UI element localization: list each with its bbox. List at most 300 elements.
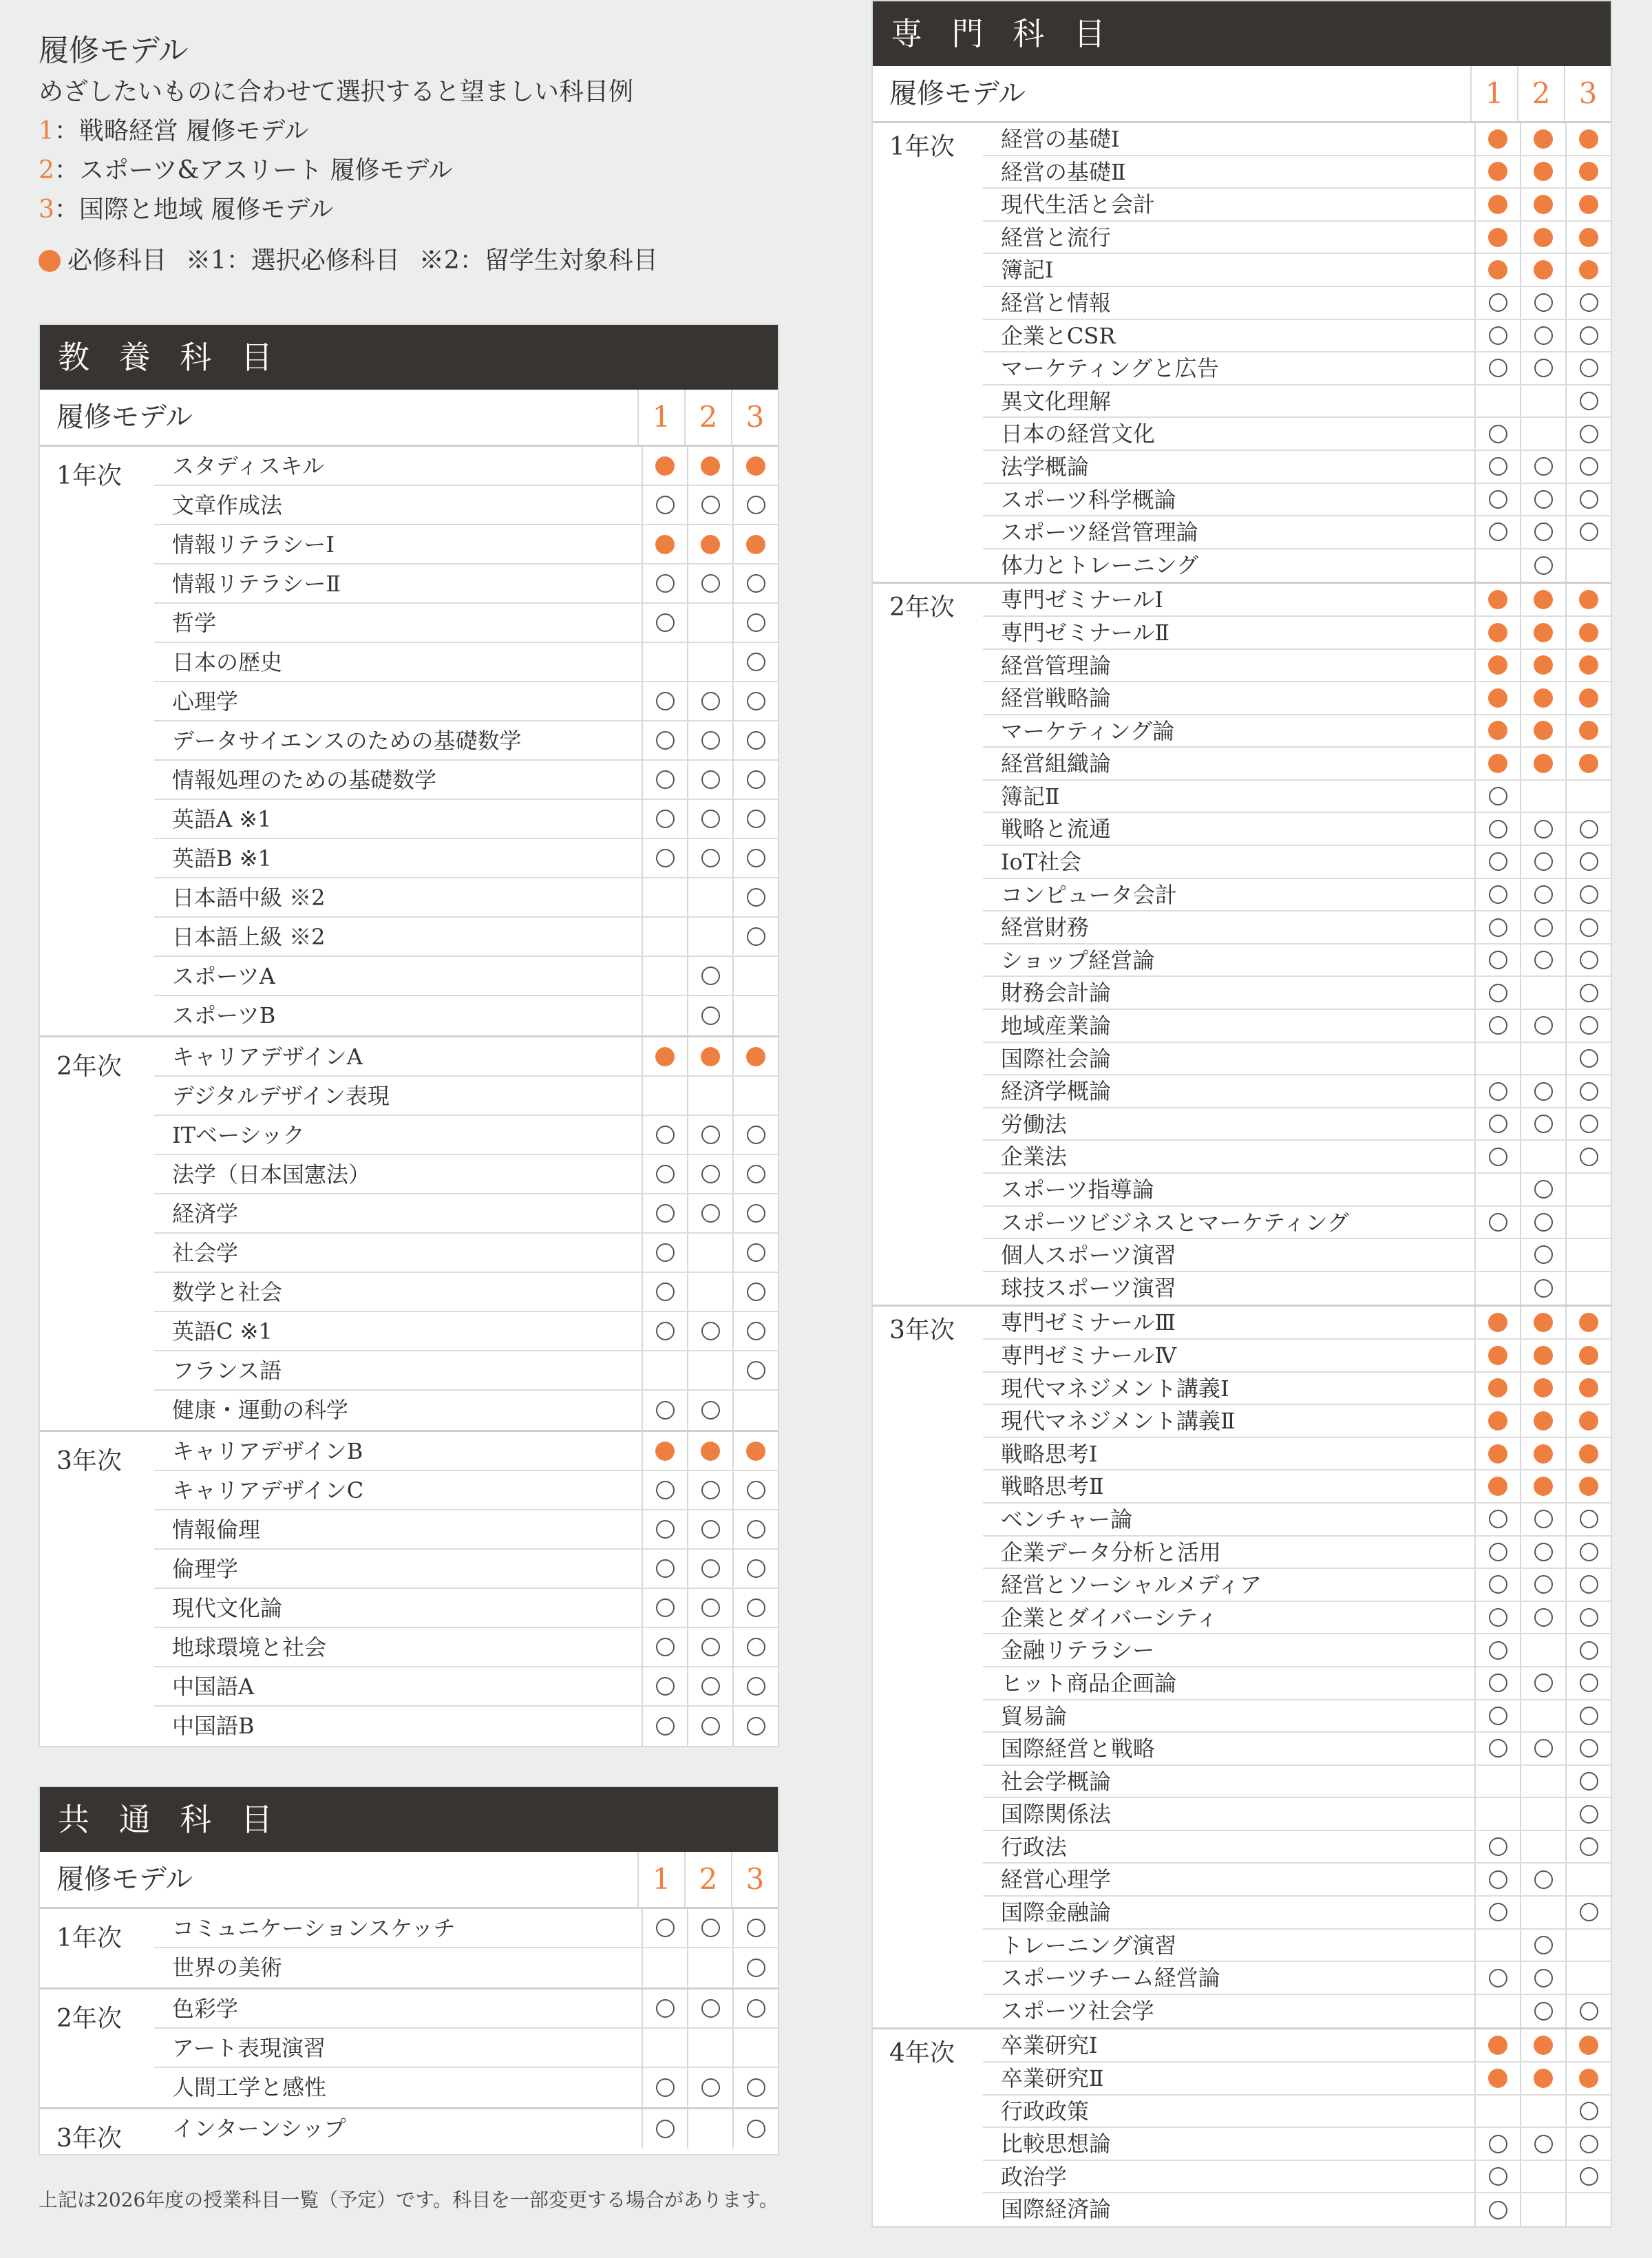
model-mark-cell [642,1037,687,1075]
recommended-circle-icon [747,1638,765,1656]
model-mark-cell [1520,1733,1565,1764]
recommended-circle-icon [701,770,720,789]
year-group [873,123,1611,584]
model-mark-cell [1474,320,1520,352]
subject-row [983,320,1611,353]
model-mark-cell [687,1194,732,1232]
required-dot-icon [1488,228,1507,247]
subject-name: キャリアデザインC [172,1477,364,1503]
recommended-circle-icon [1580,951,1598,969]
subject-list [154,1909,778,1987]
year-group [873,1307,1611,2029]
subject-row [983,945,1611,978]
subject-row [154,1471,778,1510]
model-mark-cell [1474,1897,1520,1928]
subject-row [983,781,1611,814]
subject-name: 情報リテラシーⅠ [172,531,335,558]
required-dot-icon [1534,590,1553,609]
recommended-circle-icon [747,692,765,710]
model-mark-cell [1565,1470,1611,1502]
recommended-circle-icon [656,1717,675,1735]
required-dot-icon [1488,721,1507,740]
model-mark-cell [1520,123,1565,155]
subject-row [154,1707,778,1746]
model-mark-cell [732,1351,778,1389]
model-number-header: 3 [1564,66,1611,121]
model-mark-cell [1474,1503,1520,1535]
subject-name: 英語C ※1 [172,1318,273,1344]
model-mark-cell [1520,484,1565,516]
recommended-circle-icon [747,1165,765,1183]
subject-name: デジタルデザイン表現 [172,1083,390,1109]
model-mark-cell [687,721,732,759]
recommended-circle-icon [1580,1543,1598,1561]
subject-row [983,386,1611,419]
model-mark-cell [687,1234,732,1272]
model-mark-cell [732,996,778,1035]
subject-row [154,1234,778,1273]
subject-name: 現代生活と会計 [1000,191,1155,218]
model-mark-cell [1565,2128,1611,2160]
subject-row [983,1602,1611,1635]
required-dot-icon [1534,655,1553,675]
recommended-circle-icon [1489,918,1507,937]
subject-list [154,447,778,1035]
subject-row [983,813,1611,846]
model-mark-cell [732,643,778,681]
subject-name: 日本語上級 ※2 [172,924,326,950]
recommended-circle-icon [1489,1641,1507,1660]
required-dot-icon [1579,1477,1598,1496]
year-group [40,1432,778,1746]
model-mark-cell [642,1391,687,1430]
subject-row [983,2029,1611,2062]
subject-name: 情報倫理 [172,1517,261,1543]
subject-name: 数学と社会 [172,1279,283,1305]
recommended-circle-icon [1534,852,1553,871]
recommended-circle-icon [747,927,765,946]
model-mark-cell [1474,813,1520,845]
model-mark-cell [1520,2062,1565,2094]
subject-name: 地球環境と社会 [172,1634,327,1660]
recommended-circle-icon [1580,1082,1598,1101]
subject-row [983,2062,1611,2096]
subject-name: 企業とダイバーシティ [1000,1604,1218,1631]
model-mark-cell [732,1391,778,1430]
required-dot-icon [1534,1378,1553,1397]
model-mark-cell [1565,1537,1611,1568]
recommended-circle-icon [656,1481,675,1499]
subject-name: 金融リテラシー [1000,1637,1155,1664]
subject-name: 経営心理学 [1000,1866,1111,1893]
model-mark-cell [732,564,778,602]
required-dot-icon [1534,195,1553,214]
model-mark-cell [1474,2161,1520,2193]
recommended-circle-icon [656,731,675,750]
model-mark-cell [1474,1075,1520,1107]
subject-row [983,1207,1611,1240]
model-mark-cell [1520,1798,1565,1830]
model-mark-cell [1474,879,1520,911]
subject-name: 英語B ※1 [172,845,272,872]
subject-name: 文章作成法 [172,492,283,518]
recommended-circle-icon [1580,1739,1598,1758]
recommended-circle-icon [1534,556,1553,575]
model-label: ：国際と地域 履修モデル [54,196,334,224]
recommended-circle-icon [1580,326,1598,345]
recommended-circle-icon [747,1598,765,1617]
model-mark-cell [1520,1075,1565,1107]
model-mark-cell [1565,715,1611,747]
subject-row [983,2193,1611,2226]
subject-row [154,1194,778,1234]
model-mark-cell [1520,1405,1565,1437]
model-mark-cell [1565,781,1611,812]
subject-name: キャリアデザインB [172,1438,363,1464]
recommended-circle-icon [1534,1082,1553,1101]
model-mark-cell [642,1510,687,1548]
model-mark-cell [732,1312,778,1350]
subject-row [983,911,1611,945]
model-mark-cell [687,839,732,877]
year-label: 1年次 [889,133,955,161]
model-mark-cell [1520,1373,1565,1404]
recommended-circle-icon [656,1677,675,1696]
subject-name: 戦略思考Ⅱ [1000,1473,1104,1500]
recommended-circle-icon [1489,1870,1507,1889]
model-mark-cell [1474,1602,1520,1634]
subject-row [983,1438,1611,1471]
subject-name: 個人スポーツ演習 [1000,1242,1176,1269]
subject-row [983,1766,1611,1799]
subject-row [154,1909,778,1948]
model-mark-cell [1474,1010,1520,1042]
required-dot-icon [1534,1411,1553,1431]
recommended-circle-icon [747,613,765,632]
subject-row [983,287,1611,320]
model-mark-cell [732,1990,778,2027]
recommended-circle-icon [701,1006,720,1025]
subject-row [983,1010,1611,1043]
subject-name: 経営とソーシャルメディア [1000,1572,1262,1598]
model-mark-cell [1565,1405,1611,1437]
subject-name: ベンチャー論 [1000,1506,1132,1532]
required-dot-icon [39,250,61,272]
model-mark-cell [642,839,687,877]
model-mark-cell [642,761,687,799]
required-dot-icon [1488,260,1507,279]
required-dot-icon [1534,688,1553,708]
subject-row [154,1628,778,1667]
model-mark-cell [1565,879,1611,911]
model-mark-cell [732,1037,778,1075]
recommended-circle-icon [747,1999,765,2018]
model-mark-cell [1474,1766,1520,1797]
subject-name: スポーツ経営管理論 [1000,519,1198,546]
model-mark-cell [1520,977,1565,1009]
model-mark-cell [687,996,732,1035]
subject-row [983,1831,1611,1864]
subject-row [983,617,1611,650]
recommended-circle-icon [1534,523,1553,541]
model-mark-cell [732,1155,778,1193]
model-mark-cell [1474,1373,1520,1404]
required-dot-icon [1488,195,1507,214]
model-mark-cell [732,1116,778,1154]
recommended-circle-icon [1580,2135,1598,2153]
model-mark-cell [1520,516,1565,548]
recommended-circle-icon [701,1165,720,1183]
subject-row [154,1116,778,1155]
model-mark-cell [1565,1569,1611,1601]
subject-row [983,1962,1611,1995]
recommended-circle-icon [1489,787,1507,805]
subject-row [154,643,778,682]
footnote: 上記は2026年度の授業科目一覧（予定）です。科目を一部変更する場合があります。 [39,2188,779,2211]
recommended-circle-icon [656,613,675,632]
subject-name: 経営組織論 [1000,750,1111,777]
model-mark-cell [1565,2193,1611,2226]
model-mark-cell [1565,1667,1611,1699]
legend-note1: ※1：選択必修科目 [186,246,400,275]
model-line-2 [39,151,796,190]
subject-name: スポーツB [172,1002,276,1028]
model-mark-cell [1520,1141,1565,1172]
model-mark-cell [1565,1930,1611,1961]
required-dot-icon [1488,655,1507,675]
model-mark-cell [1520,2193,1565,2226]
recommended-circle-icon [1534,918,1553,937]
recommended-circle-icon [747,849,765,867]
subject-row [983,846,1611,879]
model-mark-cell [642,1667,687,1705]
model-mark-cell [732,2109,778,2149]
model-mark-cell [1520,386,1565,417]
model-mark-cell [1474,1864,1520,1895]
required-dot-icon [1488,1313,1507,1332]
model-mark-cell [1474,386,1520,417]
model-mark-cell [732,2029,778,2067]
common-subjects-section [39,1786,779,2155]
model-mark-cell [1474,1995,1520,2028]
model-mark-cell [642,1432,687,1470]
subject-row [983,1569,1611,1602]
year-label: 4年次 [889,2039,955,2068]
recommended-circle-icon [1489,2201,1507,2219]
recommended-circle-icon [1489,1510,1507,1528]
required-dot-icon [1534,228,1553,247]
subject-name: 経営管理論 [1000,652,1111,679]
subject-row [983,1897,1611,1930]
model-mark-cell [1474,2062,1520,2094]
model-mark-cell [732,1948,778,1987]
subject-name: 経営と流行 [1000,224,1111,251]
model-mark-cell [1474,1141,1520,1172]
recommended-circle-icon [1580,425,1598,443]
model-mark-cell [642,486,687,524]
recommended-circle-icon [1489,1115,1507,1133]
model-mark-cell [687,1909,732,1947]
recommended-circle-icon [656,1126,675,1144]
year-label: 3年次 [56,2124,122,2153]
model-mark-cell [1520,1108,1565,1140]
model-mark-cell [1565,123,1611,155]
model-mark-cell [1474,1667,1520,1699]
subject-name: 労働法 [1000,1110,1067,1137]
model-mark-cell [687,486,732,524]
model-mark-cell [1565,813,1611,845]
subject-name: インターンシップ [172,2115,346,2142]
model-mark-cell [732,957,778,995]
subject-name: スポーツビジネスとマーケティング [1000,1209,1349,1236]
recommended-circle-icon [701,1204,720,1223]
subject-name: 企業とCSR [1000,322,1116,349]
recommended-circle-icon [656,770,675,789]
required-dot-icon [1579,1313,1598,1332]
required-dot-icon [1534,2069,1553,2088]
subject-row [154,682,778,721]
subject-row [154,2029,778,2068]
subject-name: 比較思想論 [1000,2131,1111,2157]
subject-row [983,1043,1611,1076]
model-mark-cell [1520,1602,1565,1634]
model-mark-cell [1565,650,1611,682]
recommended-circle-icon [1489,2167,1507,2186]
model-mark-cell [1474,123,1520,155]
subject-name: スタディスキル [172,453,325,479]
model-mark-cell [732,761,778,799]
required-dot-icon [1579,1346,1598,1365]
subject-name: 法学概論 [1000,453,1089,480]
model-mark-cell [1565,1207,1611,1238]
subject-name: 行政政策 [1000,2098,1089,2124]
recommended-circle-icon [747,2120,765,2138]
subject-name: 専門ゼミナールⅣ [1000,1342,1177,1369]
subject-name: 異文化理解 [1000,388,1111,414]
recommended-circle-icon [1489,1707,1507,1725]
required-dot-icon [1579,260,1598,279]
required-dot-icon [1579,721,1598,740]
model-mark-cell [1520,254,1565,286]
subject-row [983,1503,1611,1537]
subject-name: コミュニケーションスケッチ [172,1915,456,1941]
recommended-circle-icon [747,1481,765,1499]
subject-row [983,1864,1611,1897]
recommended-circle-icon [656,1638,675,1656]
recommended-circle-icon [1489,1674,1507,1692]
liberal-arts-section [39,324,779,1747]
recommended-circle-icon [701,810,720,828]
recommended-circle-icon [1534,1115,1553,1133]
model-header-label: 履修モデル [56,1864,193,1895]
subject-name: 国際金融論 [1000,1899,1111,1926]
model-label: ：スポーツ&アスリート 履修モデル [54,156,453,184]
required-dot-icon [1534,1477,1553,1496]
subject-row [983,1174,1611,1207]
model-mark-cell [732,525,778,563]
subject-name: 簿記Ⅰ [1000,257,1054,284]
model-mark-cell [1520,287,1565,319]
model-mark-cell [1565,682,1611,714]
required-dot-icon [1534,1444,1553,1464]
model-mark-cell [1520,352,1565,384]
model-mark-cell [1520,1766,1565,1797]
subject-name: 専門ゼミナールⅢ [1000,1309,1176,1336]
model-mark-cell [1474,1043,1520,1075]
subject-row [154,839,778,878]
recommended-circle-icon [1534,2135,1553,2153]
model-mark-cell [1520,1043,1565,1075]
intro-title: 履修モデル [39,33,189,68]
legend [39,242,796,280]
model-mark-cell [1520,451,1565,483]
model-label: ：戦略経営 履修モデル [54,117,309,145]
subject-name: 企業法 [1000,1143,1067,1170]
model-mark-cell [1520,945,1565,976]
recommended-circle-icon [747,1959,765,1977]
subject-list [154,1037,778,1430]
recommended-circle-icon [656,496,675,514]
year-label: 3年次 [889,1316,955,1345]
recommended-circle-icon [656,2120,675,2138]
subject-name: 企業データ分析と活用 [1000,1539,1221,1565]
subject-row [983,1272,1611,1305]
required-dot-icon [1579,228,1598,247]
subject-name: 中国語A [172,1674,255,1700]
model-mark-cell [687,525,732,563]
subject-name: コンピュータ会計 [1000,881,1177,908]
recommended-circle-icon [1534,1936,1553,1954]
recommended-circle-icon [701,1559,720,1578]
recommended-circle-icon [1489,1608,1507,1627]
required-dot-icon [701,456,720,476]
model-mark-cell [1474,1962,1520,1994]
model-mark-cell [1474,945,1520,976]
model-mark-cell [1520,1831,1565,1863]
model-mark-cell [642,1990,687,2027]
model-mark-cell [1565,320,1611,352]
subject-row [983,2128,1611,2161]
subject-name: 国際関係法 [1000,1801,1111,1828]
model-header-row [40,1852,778,1909]
model-number-header: 1 [637,390,684,445]
subject-row [154,761,778,800]
model-mark-cell [732,682,778,720]
subject-name: 球技スポーツ演習 [1000,1274,1176,1301]
recommended-circle-icon [747,731,765,750]
recommended-circle-icon [701,2078,720,2097]
model-mark-cell [1565,1043,1611,1075]
year-group [40,1037,778,1432]
model-mark-cell [1565,1831,1611,1863]
model-mark-cell [1474,2096,1520,2127]
model-mark-cell [1474,977,1520,1009]
model-mark-cell [642,2068,687,2107]
required-dot-icon [1534,623,1553,642]
required-dot-icon [1488,129,1507,149]
recommended-circle-icon [1580,523,1598,541]
model-mark-cell [642,643,687,681]
model-mark-cell [1474,617,1520,648]
model-mark-cell [642,957,687,995]
model-mark-cell [642,525,687,563]
model-mark-cell [732,1707,778,1746]
recommended-circle-icon [747,1559,765,1578]
recommended-circle-icon [701,1598,720,1617]
model-mark-cell [687,1273,732,1311]
subject-row [154,486,778,525]
subject-name: スポーツ社会学 [1000,1997,1154,2024]
